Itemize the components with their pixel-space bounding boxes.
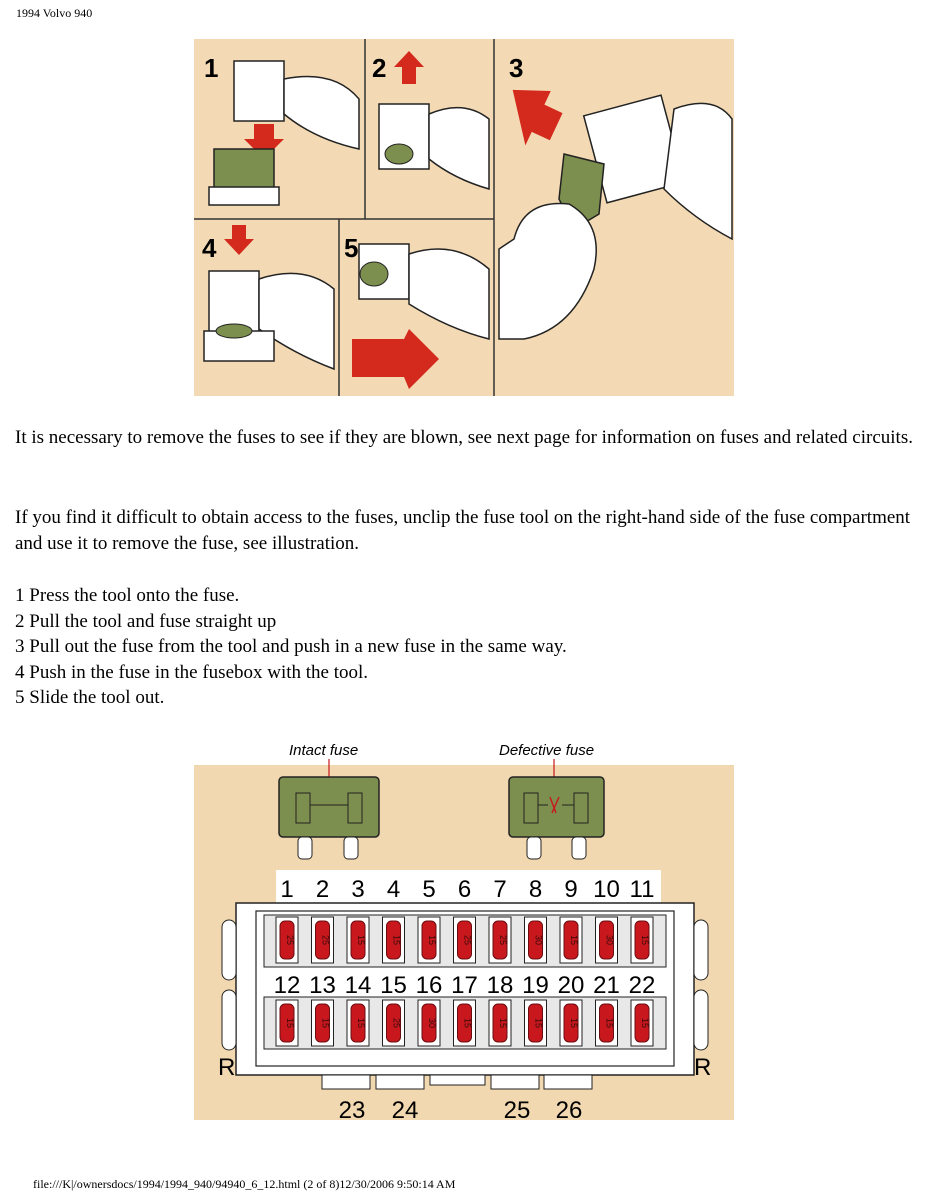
relay-number: 23: [338, 1097, 366, 1124]
relay-number: 25: [503, 1097, 531, 1124]
fuse-tool-paragraph: If you find it difficult to obtain access to the fuses, unclip the fuse tool on the right-hand side of the fuse compartment and use it to remove the fuse, see illustration.: [15, 507, 911, 554]
bottom-row-fuse-number: 20: [557, 972, 585, 999]
bottom-row-fuse-number: 15: [380, 972, 407, 999]
bottom-row-fuse-rating: 15: [356, 1017, 366, 1029]
top-row-fuse-number: 6: [457, 876, 472, 903]
step-4: 4 Push in the fuse in the fusebox with the tool.: [15, 661, 369, 683]
bottom-row-fuse-rating: 15: [285, 1017, 295, 1029]
bottom-row-fuse-rating: 15: [604, 1017, 615, 1029]
top-row-fuse-number: 1: [280, 876, 294, 903]
top-row-fuse-number: 8: [528, 876, 543, 903]
bottom-row-fuse-rating: 15: [320, 1017, 331, 1029]
bottom-row-fuse-number: 16: [415, 972, 443, 999]
steps-list: [15, 583, 567, 711]
panel-number-3: 3: [509, 53, 524, 83]
top-row-fuse-number: 11: [629, 876, 655, 903]
bottom-row-fuse-number: 13: [309, 972, 336, 999]
bottom-row-fuse-number: 17: [451, 972, 478, 999]
step-5: 5 Slide the tool out.: [15, 687, 165, 708]
top-row-fuse-rating: 15: [427, 934, 437, 946]
relay-number: 26: [555, 1097, 583, 1124]
bottom-row-fuse-number: 12: [273, 972, 301, 999]
panel-number-4: 4: [202, 233, 217, 263]
step-1: 1 Press the tool onto the fuse.: [15, 585, 240, 606]
top-row-fuse-rating: 25: [498, 934, 508, 946]
top-row-fuse-rating: 25: [285, 934, 295, 946]
top-row-fuse-rating: 30: [604, 934, 615, 946]
bottom-row-fuse-rating: 15: [640, 1017, 650, 1029]
bottom-row-fuse-number: 14: [344, 972, 372, 999]
top-row-fuse-rating: 25: [320, 934, 331, 946]
bottom-row-fuse-rating: 15: [498, 1017, 508, 1029]
relay-number: 24: [391, 1097, 419, 1124]
step-2: 2 Pull the tool and fuse straight up: [15, 610, 277, 632]
top-row-fuse-rating: 15: [569, 934, 579, 946]
top-row-fuse-rating: 15: [356, 934, 366, 946]
top-row-fuse-rating: 25: [462, 934, 473, 946]
intact-fuse-label: Intact fuse: [289, 742, 359, 759]
defective-fuse-label: Defective fuse: [499, 742, 595, 759]
bottom-row-fuse-rating: 15: [533, 1017, 544, 1029]
page-header-title: 1994 Volvo 940: [16, 6, 93, 20]
intro-paragraph: It is necessary to remove the fuses to see if they are blown, see next page for information on fuses and related circuits.: [15, 427, 913, 448]
top-row-fuse-rating: 30: [533, 934, 544, 946]
bottom-row-fuse-number: 19: [522, 972, 549, 999]
bottom-row-fuse-rating: 25: [391, 1017, 402, 1029]
right-side-label: R: [694, 1054, 712, 1081]
top-row-fuse-number: 9: [564, 876, 578, 903]
fuse-tool-illustration: [194, 39, 734, 396]
step-3: 3 Pull out the fuse from the tool and push in a new fuse in the same way.: [15, 636, 567, 657]
top-row-fuse-rating: 15: [640, 934, 650, 946]
top-row-fuse-number: 4: [386, 876, 401, 903]
bottom-row-fuse-rating: 30: [427, 1017, 437, 1029]
bottom-row-fuse-rating: 15: [462, 1017, 473, 1029]
panel-number-2: 2: [372, 53, 387, 83]
top-row-fuse-number: 7: [493, 876, 507, 903]
top-row-fuse-number: 10: [593, 876, 620, 903]
top-row-fuse-number: 3: [351, 876, 365, 903]
panel-number-1: 1: [204, 53, 219, 83]
bottom-row-fuse-number: 21: [593, 972, 620, 999]
bottom-row-fuse-rating: 15: [569, 1017, 579, 1029]
top-row-fuse-rating: 15: [391, 934, 402, 946]
left-side-label: R: [218, 1054, 236, 1081]
footer-file-path: file:///K|/ownersdocs/1994/1994_940/94940_6_12.html (2 of 8)12/30/2006 9:50:14 AM: [33, 1177, 456, 1191]
top-row-fuse-number: 5: [422, 876, 436, 903]
panel-number-5: 5: [344, 233, 359, 263]
top-row-fuse-number: 2: [315, 876, 330, 903]
fusebox-diagram: [194, 735, 734, 1125]
bottom-row-fuse-number: 18: [486, 972, 514, 999]
bottom-row-fuse-number: 22: [628, 972, 656, 999]
